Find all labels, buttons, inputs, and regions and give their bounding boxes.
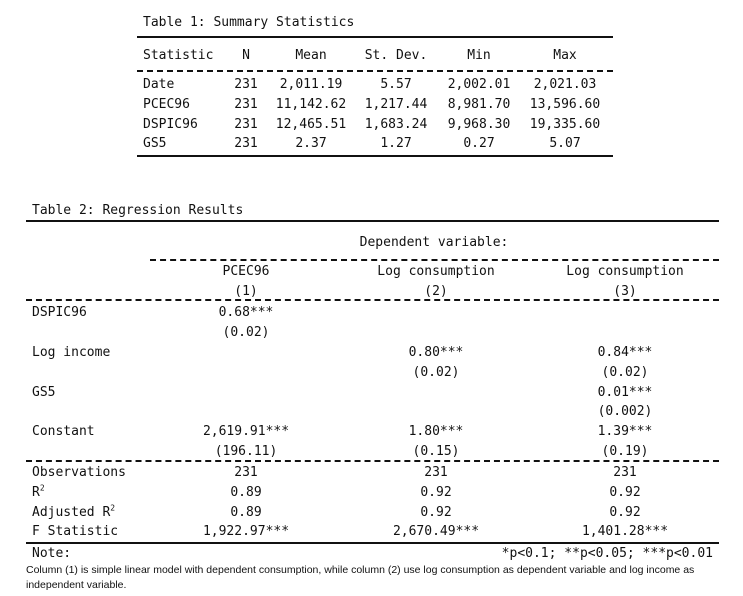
table1-top-rule [137, 36, 613, 38]
coef-estimate: 0.84*** [597, 345, 653, 360]
coef-std-error: (196.11) [214, 444, 278, 459]
coef-estimate: 0.68*** [218, 305, 274, 320]
table2-caption: Table 2: Regression Results [32, 203, 244, 218]
footnote: Column (1) is simple linear model with dependent consumption, while column (2) use log consumption as dependent variable and log income as independent variable. [26, 564, 695, 591]
coef-std-error: (0.02) [412, 365, 460, 380]
table1-cell: 231 [234, 136, 258, 151]
table1-cell: 11,142.62 [275, 97, 347, 112]
row-label-log-income: Log income [32, 345, 111, 360]
column-2-number: (2) [424, 284, 448, 299]
table1-cell: GS5 [143, 136, 167, 151]
table1-bottom-rule [137, 155, 613, 157]
coef-std-error: (0.15) [412, 444, 460, 459]
coef-std-error: (0.19) [601, 444, 649, 459]
column-3-number: (3) [613, 284, 637, 299]
table1-header-mean: Mean [295, 48, 327, 63]
table1-header-stdev: St. Dev. [364, 48, 428, 63]
column-1-name: PCEC96 [222, 264, 270, 279]
table2-header-rule [26, 299, 719, 301]
table1-cell: 2,011.19 [279, 77, 343, 92]
stat-value: 0.92 [420, 485, 452, 500]
table1-cell: DSPIC96 [143, 117, 198, 132]
table1-cell: 19,335.60 [529, 117, 601, 132]
stat-value: 0.89 [230, 485, 262, 500]
stat-value: 0.92 [420, 505, 452, 520]
row-label-observations: Observations [32, 465, 126, 480]
coef-std-error: (0.02) [601, 365, 649, 380]
table1-cell: 13,596.60 [529, 97, 601, 112]
row-label-r-squared: $R^2$ [32, 483, 45, 500]
coef-std-error: (0.02) [222, 325, 270, 340]
table1-cell: Date [143, 77, 175, 92]
table1-cell: 9,968.30 [447, 117, 511, 132]
coef-std-error: (0.002) [597, 404, 653, 419]
table1-header-rule [137, 70, 613, 72]
coef-estimate: 0.01*** [597, 385, 653, 400]
table1-cell: 0.27 [463, 136, 495, 151]
stat-value: 0.89 [230, 505, 262, 520]
table1-cell: 2.37 [295, 136, 327, 151]
table1-cell: 231 [234, 77, 258, 92]
stat-value: 0.92 [609, 485, 641, 500]
stat-value: 0.92 [609, 505, 641, 520]
table1-cell: 1,217.44 [364, 97, 428, 112]
table1-cell: PCEC96 [143, 97, 190, 112]
table2-bottom-rule [26, 542, 719, 544]
row-label-adjusted-r-squared: Adjusted $R^2$ [32, 503, 116, 520]
table1-cell: 1,683.24 [364, 117, 428, 132]
row-label-constant: Constant [32, 424, 95, 439]
note-label: Note: [32, 546, 72, 561]
table1-caption: Table 1: Summary Statistics [143, 15, 355, 30]
table1-cell: 2,002.01 [447, 77, 511, 92]
table2-top-rule [26, 220, 719, 222]
table1-cell: 231 [234, 117, 258, 132]
coef-estimate: 2,619.91*** [202, 424, 290, 439]
table1-cell: 2,021.03 [533, 77, 597, 92]
table1-header-max: Max [553, 48, 577, 63]
column-1-number: (1) [234, 284, 258, 299]
coef-estimate: 0.80*** [408, 345, 464, 360]
table1-header-n: N [242, 48, 250, 63]
stat-value: 1,401.28*** [581, 524, 669, 539]
stat-value: 231 [424, 465, 448, 480]
row-label-gs5: GS5 [32, 385, 56, 400]
table1-header-min: Min [467, 48, 491, 63]
column-3-name: Log consumption [566, 264, 684, 279]
table1-cell: 5.07 [549, 136, 581, 151]
column-2-name: Log consumption [377, 264, 495, 279]
dependent-variable-label: Dependent variable: [359, 235, 509, 250]
coef-estimate: 1.39*** [597, 424, 653, 439]
stat-value: 231 [613, 465, 637, 480]
stat-value: 1,922.97*** [202, 524, 290, 539]
dependent-variable-rule [150, 259, 719, 261]
stat-value: 231 [234, 465, 258, 480]
table1-cell: 12,465.51 [275, 117, 347, 132]
table1-cell: 5.57 [380, 77, 412, 92]
stat-value: 2,670.49*** [392, 524, 480, 539]
table2-stats-rule [26, 460, 719, 462]
row-label-f-statistic: F Statistic [32, 524, 119, 539]
table1-cell: 1.27 [380, 136, 412, 151]
table1-cell: 8,981.70 [447, 97, 511, 112]
table1-header-statistic: Statistic [143, 48, 214, 63]
row-label-dspic96: DSPIC96 [32, 305, 87, 320]
coef-estimate: 1.80*** [408, 424, 464, 439]
significance-note: *p<0.1; **p<0.05; ***p<0.01 [501, 546, 713, 561]
table1-cell: 231 [234, 97, 258, 112]
